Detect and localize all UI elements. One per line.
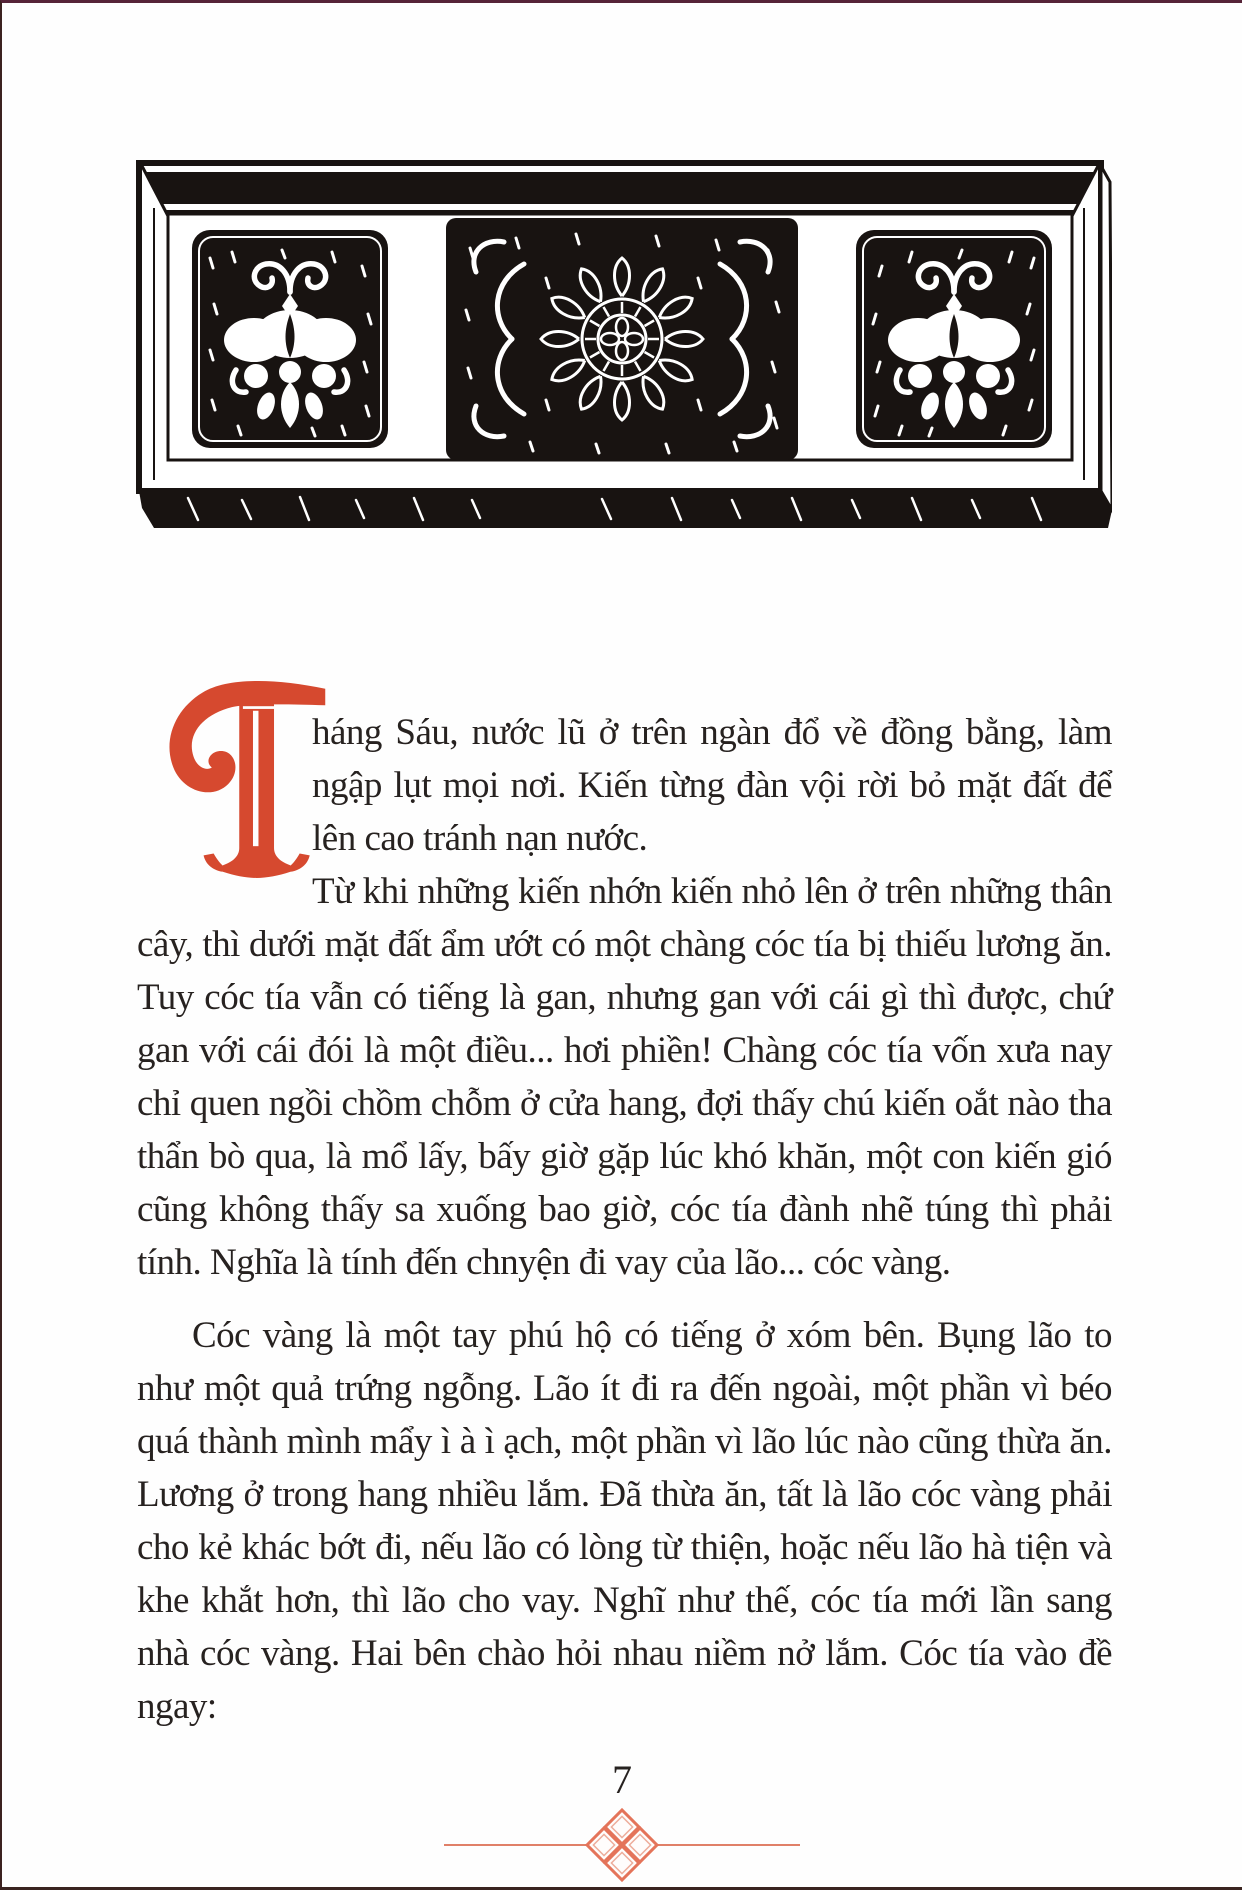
paragraph: Cóc vàng là một tay phú hộ có tiếng ở xóm bên. Bụng lão to như một quả trứng ngỗng. Lão ít đi ra đến ngoài, một phần vì béo quá thành mình mẩy ì à ì ạch, một phần vì lão lúc nào cũng thừa ăn. Lương ở trong hang nhiều lắm. Đã thừa ăn, tất là lão cóc vàng phải cho kẻ khác bớt đi, nếu lão có lòng từ thiện, hoặc nếu lão hà tiện và khe khắt hơn, thì lão cho vay. Nghĩ như thế, cóc tía mới lần sang nhà cóc vàng. Hai bên chào hỏi nhau niềm nở lắm. Cóc tía vào đề ngay: [137, 1315, 1112, 1727]
header-ornament [132, 158, 1112, 533]
woodcut-panel-image [132, 158, 1112, 533]
drop-cap [137, 706, 312, 906]
diamond-divider-image [442, 1803, 802, 1887]
paragraph: Từ khi những kiến nhớn kiến nhỏ lên ở trên những thân cây, thì dưới mặt đất ẩm ướt có một chàng cóc tía bị thiếu lương ăn. Tuy cóc tía vẫn có tiếng là gan, nhưng gan với cái gì thì được, chứ gan với cái đói là một điều... hơi phiền! Chàng cóc tía vốn xưa nay chỉ quen ngồi chồm chỗm ở cửa hang, đợi thấy chú kiến oắt nào tha thẩn bò qua, là mổ lấy, bấy giờ gặp lúc khó khăn, một con kiến gió cũng không thấy sa xuống bao giờ, cóc tía đành nhẽ túng thì phải tính. Nghĩa là tính đến chnyện đi vay của lão... cóc vàng. [137, 871, 1112, 1283]
drop-cap-letter-t [155, 676, 329, 891]
story-text [137, 706, 1112, 1733]
page-number: 7 [612, 1757, 632, 1802]
paragraph: háng Sáu, nước lũ ở trên ngàn đổ về đồng bằng, làm ngập lụt mọi nơi. Kiến từng đàn vội rời bỏ mặt đất để lên cao tránh nạn nước. [312, 712, 1112, 859]
footer-divider-ornament [442, 1803, 802, 1887]
